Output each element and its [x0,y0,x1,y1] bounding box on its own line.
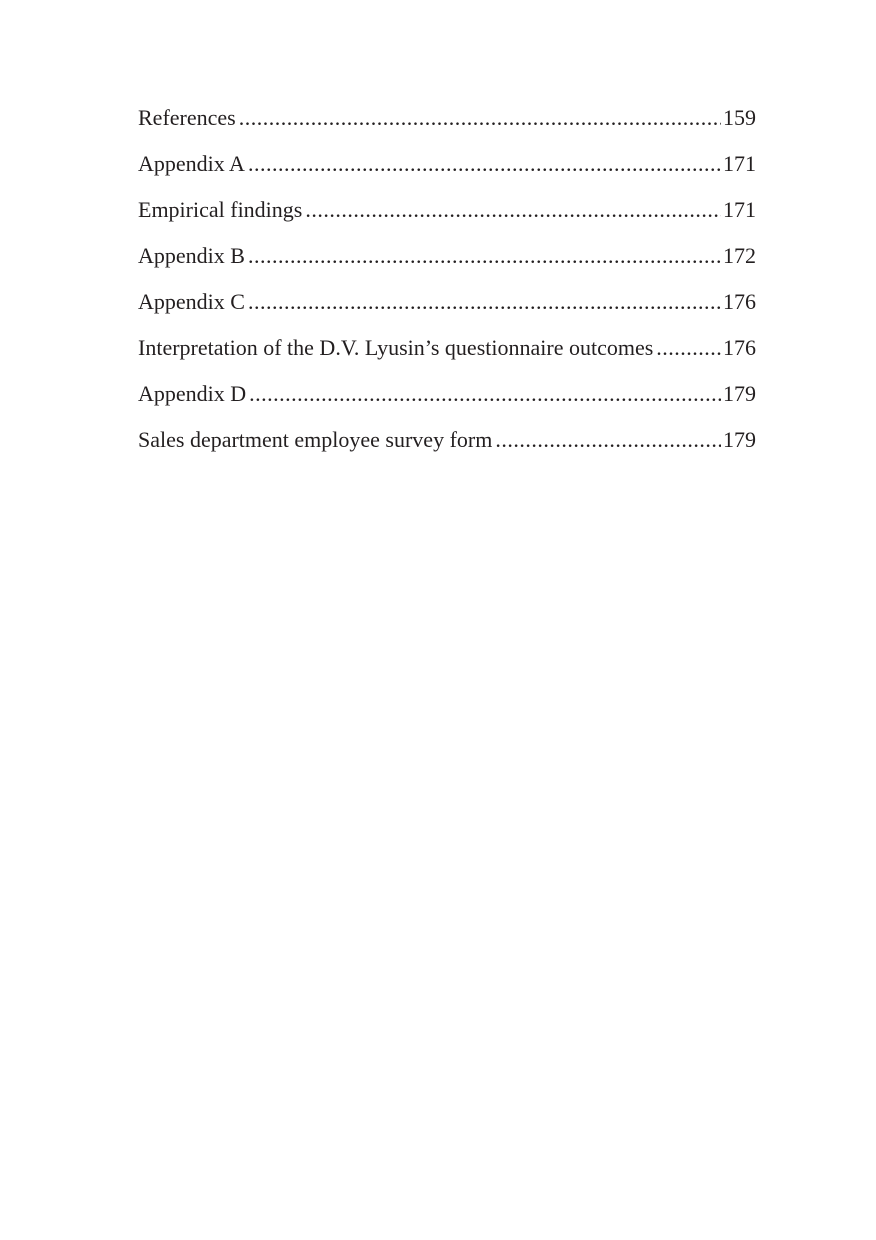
toc-dot-leader [248,286,721,318]
toc-dot-leader [239,102,721,134]
toc-entry-appendix-b[interactable] [138,240,756,286]
toc-entry-appendix-c[interactable] [138,286,756,332]
toc-page-number: 176 [723,289,756,314]
toc-entry-empirical-findings[interactable] [138,194,756,240]
toc-entry-title: Appendix A [138,151,245,176]
toc-entry-appendix-d[interactable] [138,378,756,424]
toc-page-number: 172 [723,243,756,268]
toc-page-number: 171 [723,151,756,176]
toc-page-number: 171 [723,197,756,222]
toc-entry-appendix-a[interactable] [138,148,756,194]
toc-entry-title: Appendix B [138,243,245,268]
toc-entry-survey-form[interactable] [138,424,756,470]
toc-entry-title: Empirical findings [138,197,303,222]
toc-entry-title: Appendix D [138,381,247,406]
toc-dot-leader [495,424,721,456]
toc-entry-questionnaire-interpretation[interactable] [138,332,756,378]
toc-dot-leader [656,332,721,364]
toc-dot-leader [248,148,721,180]
toc-page-number: 179 [723,381,756,406]
toc-page-number: 179 [723,427,756,452]
toc-entry-title: Appendix C [138,289,245,314]
toc-page-number: 176 [723,335,756,360]
toc-entry-title: Sales department employee survey form [138,427,493,452]
toc-entry-references[interactable] [138,102,756,148]
toc-entry-title: References [138,105,236,130]
toc-dot-leader [249,378,721,410]
toc-dot-leader [248,240,721,272]
toc-page-number: 159 [723,105,756,130]
toc-dot-leader [305,194,721,226]
table-of-contents [138,102,756,470]
toc-entry-title: Interpretation of the D.V. Lyusin’s questionnaire outcomes [138,335,654,360]
